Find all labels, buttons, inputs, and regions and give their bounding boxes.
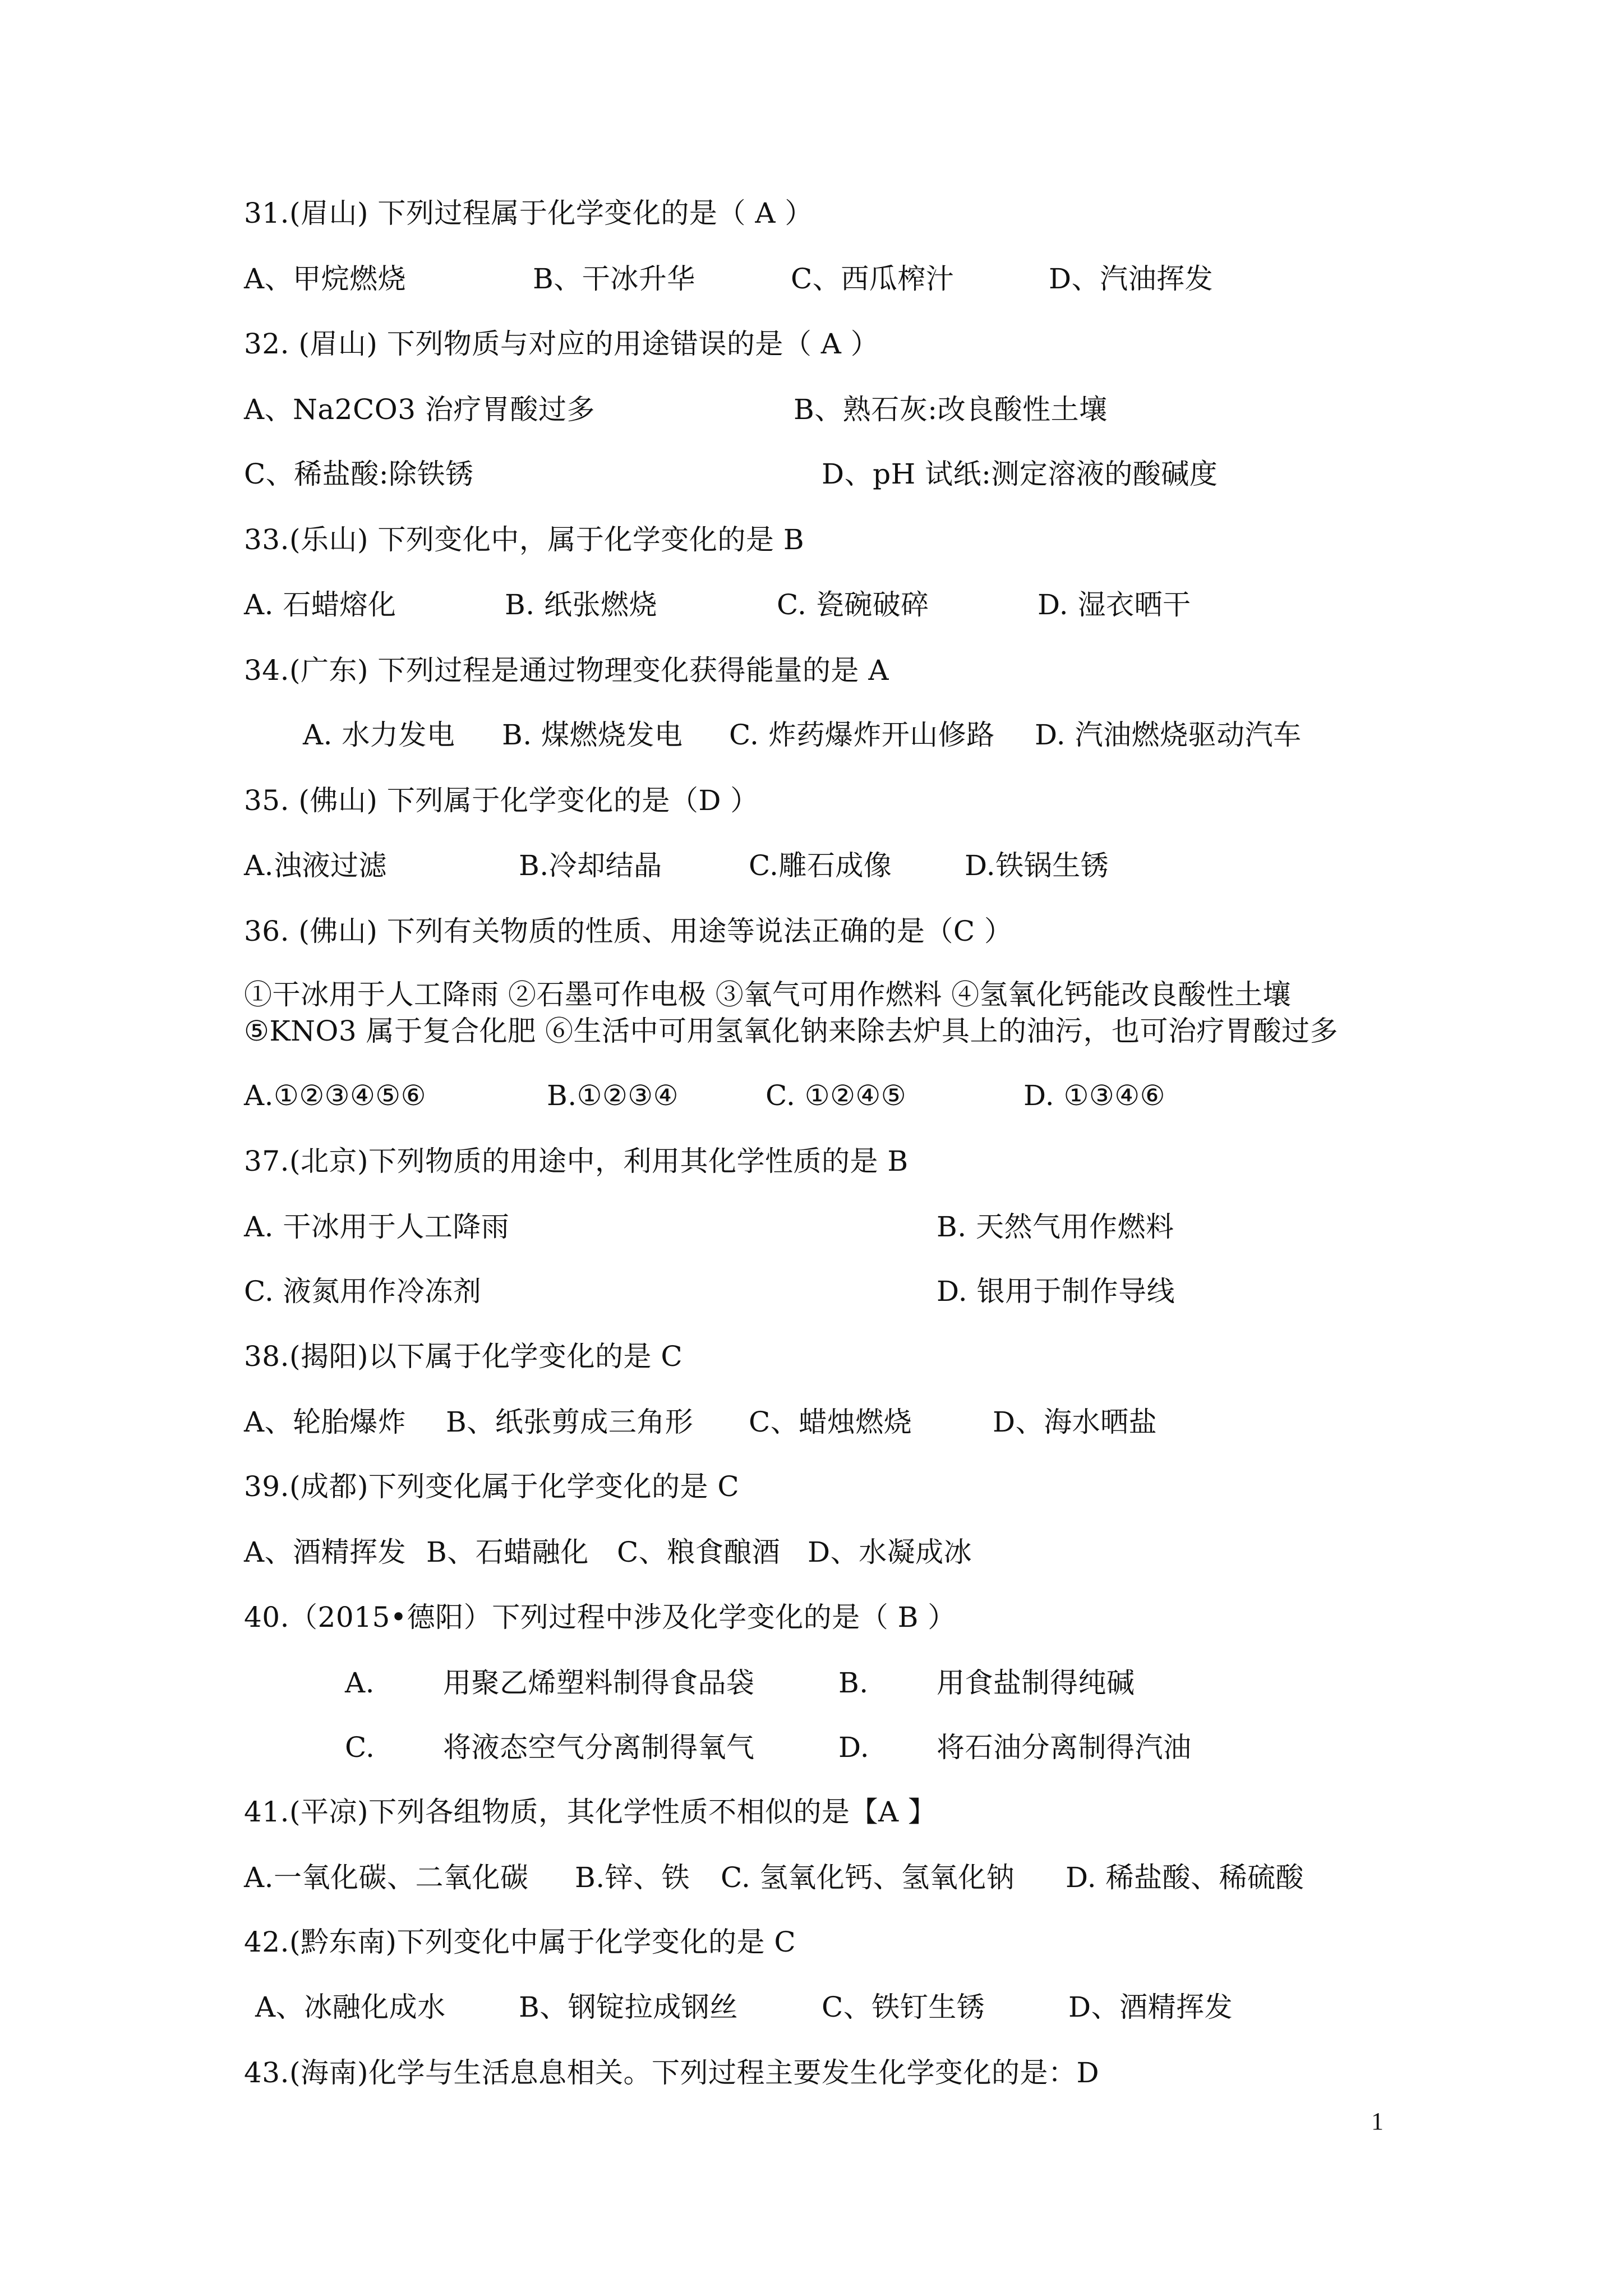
question-38: 38.(揭阳)以下属于化学变化的是 C — [244, 1340, 683, 1373]
q31-option-c: C、西瓜榨汁 — [791, 263, 955, 295]
q38-option-a: A、轮胎爆炸 — [244, 1406, 407, 1438]
question-34: 34.(广东) 下列过程是通过物理变化获得能量的是 A — [244, 654, 889, 687]
q34-option-b: B. 煤燃烧发电 — [502, 719, 683, 751]
question-39: 39.(成都)下列变化属于化学变化的是 C — [244, 1470, 740, 1503]
q32-option-b: B、熟石灰:改良酸性土壤 — [794, 393, 1108, 426]
q33-option-d: D. 湿衣晒干 — [1038, 588, 1191, 621]
q36-option-a: A.①②③④⑤⑥ — [244, 1079, 426, 1112]
page-number: 1 — [1371, 2108, 1384, 2135]
question-32: 32. (眉山) 下列物质与对应的用途错误的是（ A ） — [244, 328, 879, 360]
q40-option-b: 用食盐制得纯碱 — [937, 1667, 1135, 1699]
q39-option-c: C、粮食酿酒 — [617, 1536, 781, 1568]
q31-option-b: B、干冰升华 — [533, 263, 695, 295]
question-35: 35. (佛山) 下列属于化学变化的是（D ） — [244, 784, 759, 817]
q40-option-b-label: B. — [838, 1667, 869, 1699]
question-42: 42.(黔东南)下列变化中属于化学变化的是 C — [244, 1926, 796, 1958]
q37-option-d: D. 银用于制作导线 — [937, 1275, 1175, 1308]
q40-option-d-label: D. — [838, 1731, 870, 1764]
q39-option-d: D、水凝成冰 — [808, 1536, 972, 1568]
q33-option-c: C. 瓷碗破碎 — [777, 588, 929, 621]
q40-option-a-label: A. — [345, 1667, 375, 1699]
q36-option-d: D. ①③④⑥ — [1023, 1079, 1165, 1112]
q35-option-b: B.冷却结晶 — [519, 849, 662, 882]
q36-statements-2: ⑤KNO3 属于复合化肥 ⑥生活中可用氢氧化钠来除去炉具上的油污，也可治疗胃酸过多 — [244, 1015, 1339, 1047]
q35-option-c: C.雕石成像 — [749, 849, 892, 882]
q41-option-b: B.锌、铁 — [575, 1861, 690, 1894]
q33-option-a: A. 石蜡熔化 — [244, 588, 396, 621]
q40-option-a: 用聚乙烯塑料制得食品袋 — [443, 1667, 755, 1699]
q32-option-a: A、Na2CO3 治疗胃酸过多 — [244, 393, 595, 426]
q40-option-c: 将液态空气分离制得氧气 — [443, 1731, 755, 1764]
q41-option-a: A.一氧化碳、二氧化碳 — [244, 1861, 529, 1894]
q41-option-c: C. 氢氧化钙、氢氧化钠 — [721, 1861, 1015, 1894]
question-41: 41.(平凉)下列各组物质，其化学性质不相似的是【A 】 — [244, 1796, 937, 1828]
q36-statements-1: ①干冰用于人工降雨 ②石墨可作电极 ③氧气可用作燃料 ④氢氧化钙能改良酸性土壤 — [244, 978, 1292, 1011]
q32-option-c: C、稀盐酸:除铁锈 — [244, 458, 474, 490]
q31-option-d: D、汽油挥发 — [1049, 263, 1214, 295]
q38-option-c: C、蜡烛燃烧 — [749, 1406, 912, 1438]
q32-option-d: D、pH 试纸:测定溶液的酸碱度 — [822, 458, 1218, 490]
q38-option-b: B、纸张剪成三角形 — [446, 1406, 694, 1438]
q42-option-b: B、钢锭拉成钢丝 — [519, 1991, 738, 2023]
question-31 — [244, 196, 813, 230]
question-43: 43.(海南)化学与生活息息相关。下列过程主要发生化学变化的是：D — [244, 2056, 1100, 2089]
q39-option-a: A、酒精挥发 — [244, 1536, 407, 1568]
q40-option-c-label: C. — [345, 1731, 375, 1764]
q42-option-d: D、酒精挥发 — [1068, 1991, 1233, 2023]
q34-option-d: D. 汽油燃烧驱动汽车 — [1035, 719, 1302, 751]
q41-option-d: D. 稀盐酸、稀硫酸 — [1066, 1861, 1304, 1894]
question-36: 36. (佛山) 下列有关物质的性质、用途等说法正确的是（C ） — [244, 915, 1013, 947]
q36-option-c: C. ①②④⑤ — [766, 1079, 907, 1112]
q33-option-b: B. 纸张燃烧 — [505, 588, 658, 621]
q34-option-a: A. 水力发电 — [303, 719, 455, 751]
q37-option-b: B. 天然气用作燃料 — [937, 1211, 1174, 1243]
question-40: 40.（2015•德阳）下列过程中涉及化学变化的是（ B ） — [244, 1601, 956, 1634]
q31-option-a: A、甲烷燃烧 — [244, 263, 407, 295]
q40-option-d: 将石油分离制得汽油 — [937, 1731, 1192, 1764]
q42-option-a: A、冰融化成水 — [255, 1991, 446, 2023]
q36-option-b: B.①②③④ — [547, 1079, 679, 1112]
q35-option-d: D.铁锅生锈 — [965, 849, 1109, 882]
q35-option-a: A.浊液过滤 — [244, 849, 388, 882]
question-text: 31.(眉山) 下列过程属于化学变化的是（ A ） — [244, 197, 813, 229]
q37-option-a: A. 干冰用于人工降雨 — [244, 1211, 510, 1243]
question-33: 33.(乐山) 下列变化中，属于化学变化的是 B — [244, 523, 805, 556]
q37-option-c: C. 液氮用作冷冻剂 — [244, 1275, 482, 1308]
question-37: 37.(北京)下列物质的用途中，利用其化学性质的是 B — [244, 1145, 909, 1177]
q38-option-d: D、海水晒盐 — [993, 1406, 1158, 1438]
q42-option-c: C、铁钉生锈 — [822, 1991, 985, 2023]
q39-option-b: B、石蜡融化 — [426, 1536, 589, 1568]
q34-option-c: C. 炸药爆炸开山修路 — [729, 719, 995, 751]
